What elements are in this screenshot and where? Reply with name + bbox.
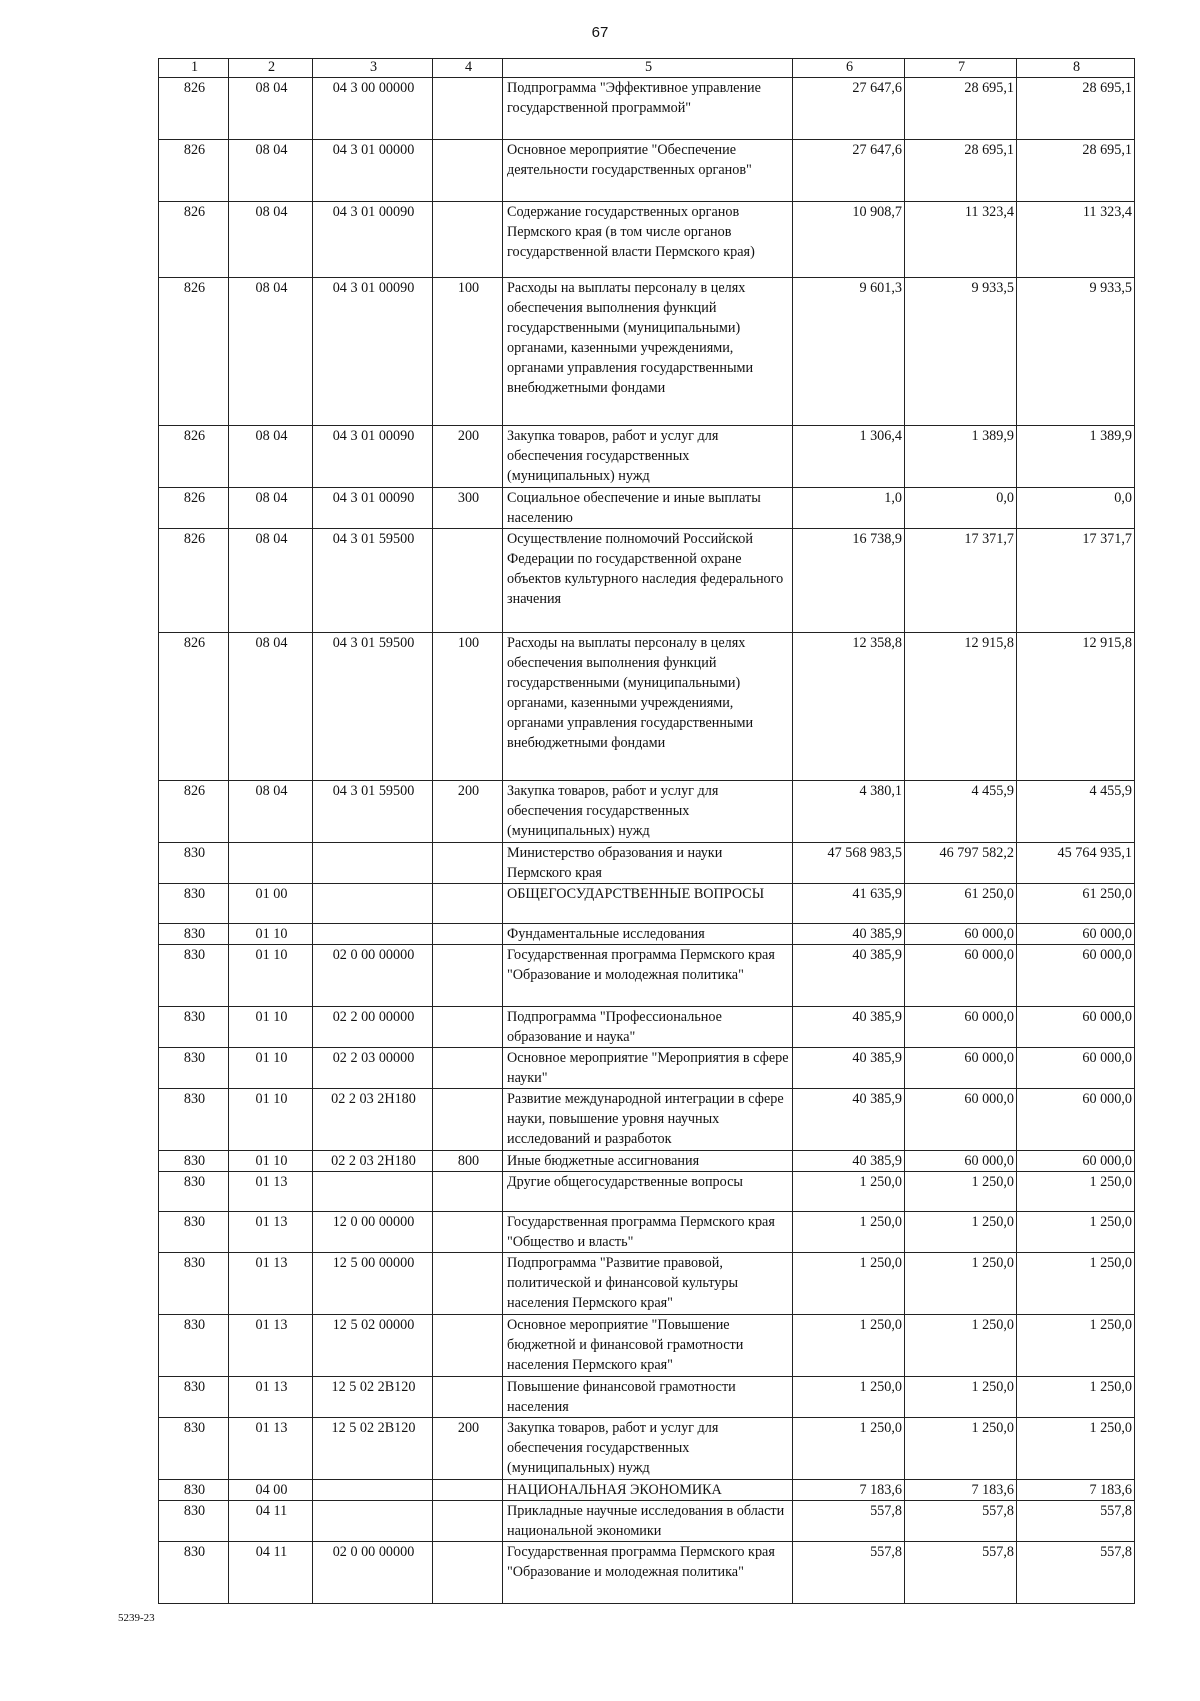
amount-year1-cell: 1 250,0	[793, 1172, 905, 1212]
amount-year3-cell: 60 000,0	[1017, 1151, 1135, 1172]
target-code-cell: 12 0 00 00000	[313, 1212, 433, 1253]
amount-year3-cell: 1 250,0	[1017, 1212, 1135, 1253]
target-code-cell: 12 5 02 00000	[313, 1315, 433, 1377]
target-code-cell: 04 3 01 00090	[313, 488, 433, 529]
table-row	[159, 1480, 1135, 1501]
amount-year2-cell: 11 323,4	[905, 202, 1017, 278]
owner-code-cell: 830	[159, 1253, 229, 1315]
section-code-cell: 01 10	[229, 1048, 313, 1089]
amount-year3-cell: 9 933,5	[1017, 278, 1135, 426]
item-name-cell: Иные бюджетные ассигнования	[503, 1151, 793, 1172]
target-code-cell: 02 2 03 2Н180	[313, 1151, 433, 1172]
item-name-cell: Закупка товаров, работ и услуг для обеспечения государственных (муниципальных) нужд	[503, 426, 793, 488]
target-code-cell: 04 3 00 00000	[313, 78, 433, 140]
page-number: 67	[591, 24, 609, 41]
item-name-cell: Повышение финансовой грамотности населения	[503, 1377, 793, 1418]
amount-year3-cell: 61 250,0	[1017, 884, 1135, 924]
table-row	[159, 1253, 1135, 1315]
amount-year3-cell: 60 000,0	[1017, 924, 1135, 945]
amount-year1-cell: 557,8	[793, 1501, 905, 1542]
expense-type-cell	[433, 1007, 503, 1048]
item-name-cell: Развитие международной интеграции в сфере науки, повышение уровня научных исследований и разработок	[503, 1089, 793, 1151]
amount-year2-cell: 28 695,1	[905, 140, 1017, 202]
amount-year3-cell: 557,8	[1017, 1501, 1135, 1542]
item-name-cell: Прикладные научные исследования в области национальной экономики	[503, 1501, 793, 1542]
target-code-cell: 12 5 02 2В120	[313, 1418, 433, 1480]
amount-year1-cell: 27 647,6	[793, 140, 905, 202]
item-name-cell: Подпрограмма "Развитие правовой, политической и финансовой культуры населения Пермского края"	[503, 1253, 793, 1315]
amount-year1-cell: 12 358,8	[793, 633, 905, 781]
amount-year2-cell: 1 250,0	[905, 1377, 1017, 1418]
section-code-cell: 08 04	[229, 278, 313, 426]
owner-code-cell: 830	[159, 884, 229, 924]
amount-year2-cell: 60 000,0	[905, 1151, 1017, 1172]
expense-type-cell	[433, 1089, 503, 1151]
amount-year1-cell: 4 380,1	[793, 781, 905, 843]
amount-year1-cell: 9 601,3	[793, 278, 905, 426]
owner-code-cell: 826	[159, 78, 229, 140]
amount-year2-cell: 17 371,7	[905, 529, 1017, 633]
table-row	[159, 426, 1135, 488]
amount-year2-cell: 12 915,8	[905, 633, 1017, 781]
section-code-cell: 01 13	[229, 1172, 313, 1212]
amount-year1-cell: 40 385,9	[793, 1151, 905, 1172]
table-row	[159, 924, 1135, 945]
owner-code-cell: 830	[159, 1315, 229, 1377]
target-code-cell: 02 2 00 00000	[313, 1007, 433, 1048]
expense-type-cell: 200	[433, 426, 503, 488]
amount-year2-cell: 1 250,0	[905, 1172, 1017, 1212]
amount-year3-cell: 60 000,0	[1017, 1048, 1135, 1089]
expense-type-cell	[433, 924, 503, 945]
section-code-cell: 01 10	[229, 1007, 313, 1048]
amount-year1-cell: 47 568 983,5	[793, 843, 905, 884]
target-code-cell: 02 2 03 00000	[313, 1048, 433, 1089]
owner-code-cell: 830	[159, 1501, 229, 1542]
expense-type-cell: 200	[433, 1418, 503, 1480]
amount-year2-cell: 1 389,9	[905, 426, 1017, 488]
amount-year2-cell: 9 933,5	[905, 278, 1017, 426]
section-code-cell: 01 00	[229, 884, 313, 924]
target-code-cell	[313, 884, 433, 924]
table-row	[159, 1151, 1135, 1172]
item-name-cell: Фундаментальные исследования	[503, 924, 793, 945]
document-code: 5239-23	[118, 1612, 155, 1624]
table-row	[159, 633, 1135, 781]
section-code-cell: 08 04	[229, 426, 313, 488]
expense-type-cell	[433, 1048, 503, 1089]
section-code-cell: 01 13	[229, 1418, 313, 1480]
expense-type-cell: 300	[433, 488, 503, 529]
item-name-cell: Государственная программа Пермского края "Образование и молодежная политика"	[503, 1542, 793, 1604]
expense-type-cell: 200	[433, 781, 503, 843]
amount-year1-cell: 1 306,4	[793, 426, 905, 488]
expense-type-cell	[433, 529, 503, 633]
column-header: 8	[1017, 59, 1135, 78]
amount-year2-cell: 28 695,1	[905, 78, 1017, 140]
expense-type-cell	[433, 1480, 503, 1501]
amount-year2-cell: 60 000,0	[905, 1048, 1017, 1089]
section-code-cell: 04 00	[229, 1480, 313, 1501]
table-row	[159, 202, 1135, 278]
item-name-cell: НАЦИОНАЛЬНАЯ ЭКОНОМИКА	[503, 1480, 793, 1501]
target-code-cell: 02 0 00 00000	[313, 945, 433, 1007]
amount-year1-cell: 41 635,9	[793, 884, 905, 924]
target-code-cell: 04 3 01 00090	[313, 202, 433, 278]
expense-type-cell	[433, 1253, 503, 1315]
amount-year3-cell: 1 250,0	[1017, 1377, 1135, 1418]
expense-type-cell	[433, 140, 503, 202]
amount-year3-cell: 60 000,0	[1017, 945, 1135, 1007]
owner-code-cell: 830	[159, 1377, 229, 1418]
owner-code-cell: 830	[159, 924, 229, 945]
section-code-cell: 08 04	[229, 488, 313, 529]
amount-year3-cell: 60 000,0	[1017, 1089, 1135, 1151]
table-row	[159, 843, 1135, 884]
amount-year2-cell: 0,0	[905, 488, 1017, 529]
amount-year3-cell: 1 389,9	[1017, 426, 1135, 488]
owner-code-cell: 826	[159, 633, 229, 781]
amount-year3-cell: 0,0	[1017, 488, 1135, 529]
amount-year3-cell: 45 764 935,1	[1017, 843, 1135, 884]
section-code-cell: 08 04	[229, 781, 313, 843]
expense-type-cell: 800	[433, 1151, 503, 1172]
section-code-cell: 08 04	[229, 78, 313, 140]
amount-year2-cell: 1 250,0	[905, 1315, 1017, 1377]
owner-code-cell: 830	[159, 1151, 229, 1172]
table-header	[159, 59, 1135, 78]
item-name-cell: Закупка товаров, работ и услуг для обеспечения государственных (муниципальных) нужд	[503, 1418, 793, 1480]
amount-year2-cell: 60 000,0	[905, 945, 1017, 1007]
table-row	[159, 1172, 1135, 1212]
item-name-cell: Содержание государственных органов Пермского края (в том числе органов государственной власти Пермского края)	[503, 202, 793, 278]
owner-code-cell: 830	[159, 843, 229, 884]
amount-year3-cell: 1 250,0	[1017, 1172, 1135, 1212]
section-code-cell: 04 11	[229, 1501, 313, 1542]
expense-type-cell	[433, 78, 503, 140]
amount-year2-cell: 60 000,0	[905, 924, 1017, 945]
table-row	[159, 945, 1135, 1007]
column-header: 7	[905, 59, 1017, 78]
section-code-cell: 01 13	[229, 1315, 313, 1377]
table-row	[159, 78, 1135, 140]
section-code-cell: 01 10	[229, 945, 313, 1007]
amount-year1-cell: 1 250,0	[793, 1253, 905, 1315]
amount-year2-cell: 1 250,0	[905, 1418, 1017, 1480]
owner-code-cell: 830	[159, 1048, 229, 1089]
item-name-cell: Министерство образования и науки Пермского края	[503, 843, 793, 884]
amount-year2-cell: 46 797 582,2	[905, 843, 1017, 884]
target-code-cell: 04 3 01 59500	[313, 529, 433, 633]
table-row	[159, 1048, 1135, 1089]
target-code-cell: 12 5 00 00000	[313, 1253, 433, 1315]
item-name-cell: Социальное обеспечение и иные выплаты населению	[503, 488, 793, 529]
section-code-cell: 04 11	[229, 1542, 313, 1604]
amount-year2-cell: 60 000,0	[905, 1007, 1017, 1048]
table-row	[159, 1089, 1135, 1151]
owner-code-cell: 830	[159, 945, 229, 1007]
target-code-cell	[313, 1172, 433, 1212]
target-code-cell: 02 0 00 00000	[313, 1542, 433, 1604]
amount-year3-cell: 7 183,6	[1017, 1480, 1135, 1501]
section-code-cell	[229, 843, 313, 884]
amount-year2-cell: 61 250,0	[905, 884, 1017, 924]
column-header: 6	[793, 59, 905, 78]
owner-code-cell: 830	[159, 1212, 229, 1253]
target-code-cell	[313, 1480, 433, 1501]
item-name-cell: Расходы на выплаты персоналу в целях обеспечения выполнения функций государственными (муниципальными) органами, казенными учреждениями, органами управления государственными внебюджетными фондами	[503, 278, 793, 426]
table-row	[159, 1212, 1135, 1253]
item-name-cell: Другие общегосударственные вопросы	[503, 1172, 793, 1212]
table-row	[159, 278, 1135, 426]
target-code-cell: 02 2 03 2Н180	[313, 1089, 433, 1151]
owner-code-cell: 826	[159, 529, 229, 633]
target-code-cell: 12 5 02 2В120	[313, 1377, 433, 1418]
section-code-cell: 01 13	[229, 1377, 313, 1418]
amount-year1-cell: 40 385,9	[793, 924, 905, 945]
amount-year1-cell: 1 250,0	[793, 1418, 905, 1480]
target-code-cell: 04 3 01 59500	[313, 633, 433, 781]
owner-code-cell: 830	[159, 1089, 229, 1151]
amount-year1-cell: 1 250,0	[793, 1377, 905, 1418]
target-code-cell	[313, 924, 433, 945]
section-code-cell: 08 04	[229, 529, 313, 633]
amount-year1-cell: 557,8	[793, 1542, 905, 1604]
table-body	[159, 78, 1135, 1604]
owner-code-cell: 830	[159, 1007, 229, 1048]
item-name-cell: Закупка товаров, работ и услуг для обеспечения государственных (муниципальных) нужд	[503, 781, 793, 843]
table-row	[159, 1377, 1135, 1418]
item-name-cell: Подпрограмма "Профессиональное образование и наука"	[503, 1007, 793, 1048]
amount-year3-cell: 60 000,0	[1017, 1007, 1135, 1048]
amount-year1-cell: 1 250,0	[793, 1315, 905, 1377]
table-row	[159, 1007, 1135, 1048]
section-code-cell: 01 13	[229, 1253, 313, 1315]
table-row	[159, 884, 1135, 924]
owner-code-cell: 826	[159, 278, 229, 426]
expense-type-cell: 100	[433, 633, 503, 781]
amount-year3-cell: 17 371,7	[1017, 529, 1135, 633]
table-row	[159, 529, 1135, 633]
expense-type-cell	[433, 1377, 503, 1418]
owner-code-cell: 826	[159, 426, 229, 488]
amount-year3-cell: 1 250,0	[1017, 1418, 1135, 1480]
owner-code-cell: 826	[159, 202, 229, 278]
section-code-cell: 01 10	[229, 924, 313, 945]
target-code-cell	[313, 1501, 433, 1542]
table-row	[159, 1542, 1135, 1604]
amount-year1-cell: 40 385,9	[793, 1089, 905, 1151]
section-code-cell: 01 13	[229, 1212, 313, 1253]
target-code-cell: 04 3 01 00000	[313, 140, 433, 202]
target-code-cell	[313, 843, 433, 884]
amount-year3-cell: 28 695,1	[1017, 140, 1135, 202]
expense-type-cell	[433, 1542, 503, 1604]
expense-type-cell	[433, 945, 503, 1007]
amount-year3-cell: 11 323,4	[1017, 202, 1135, 278]
amount-year3-cell: 1 250,0	[1017, 1315, 1135, 1377]
amount-year2-cell: 4 455,9	[905, 781, 1017, 843]
owner-code-cell: 830	[159, 1172, 229, 1212]
owner-code-cell: 826	[159, 140, 229, 202]
target-code-cell: 04 3 01 00090	[313, 426, 433, 488]
table-row	[159, 1315, 1135, 1377]
section-code-cell: 08 04	[229, 633, 313, 781]
amount-year1-cell: 10 908,7	[793, 202, 905, 278]
target-code-cell: 04 3 01 59500	[313, 781, 433, 843]
expense-type-cell	[433, 202, 503, 278]
item-name-cell: Основное мероприятие "Повышение бюджетной и финансовой грамотности населения Пермского края"	[503, 1315, 793, 1377]
item-name-cell: Государственная программа Пермского края "Общество и власть"	[503, 1212, 793, 1253]
item-name-cell: Основное мероприятие "Обеспечение деятельности государственных органов"	[503, 140, 793, 202]
amount-year2-cell: 60 000,0	[905, 1089, 1017, 1151]
column-header: 5	[503, 59, 793, 78]
amount-year3-cell: 557,8	[1017, 1542, 1135, 1604]
section-code-cell: 08 04	[229, 202, 313, 278]
expense-type-cell	[433, 843, 503, 884]
item-name-cell: Расходы на выплаты персоналу в целях обеспечения выполнения функций государственными (муниципальными) органами, казенными учреждениями, органами управления государственными внебюджетными фондами	[503, 633, 793, 781]
table-row	[159, 781, 1135, 843]
table-row	[159, 488, 1135, 529]
section-code-cell: 08 04	[229, 140, 313, 202]
owner-code-cell: 830	[159, 1480, 229, 1501]
column-header: 3	[313, 59, 433, 78]
amount-year1-cell: 27 647,6	[793, 78, 905, 140]
target-code-cell: 04 3 01 00090	[313, 278, 433, 426]
item-name-cell: Основное мероприятие "Мероприятия в сфере науки"	[503, 1048, 793, 1089]
amount-year2-cell: 1 250,0	[905, 1253, 1017, 1315]
amount-year1-cell: 16 738,9	[793, 529, 905, 633]
owner-code-cell: 830	[159, 1418, 229, 1480]
amount-year1-cell: 40 385,9	[793, 945, 905, 1007]
budget-table	[158, 58, 1135, 1604]
item-name-cell: Государственная программа Пермского края "Образование и молодежная политика"	[503, 945, 793, 1007]
header-row	[159, 59, 1135, 78]
item-name-cell: Осуществление полномочий Российской Федерации по государственной охране объектов культурного наследия федерального значения	[503, 529, 793, 633]
expense-type-cell	[433, 884, 503, 924]
owner-code-cell: 826	[159, 488, 229, 529]
amount-year3-cell: 28 695,1	[1017, 78, 1135, 140]
expense-type-cell	[433, 1501, 503, 1542]
column-header: 2	[229, 59, 313, 78]
amount-year1-cell: 40 385,9	[793, 1048, 905, 1089]
amount-year3-cell: 1 250,0	[1017, 1253, 1135, 1315]
amount-year2-cell: 557,8	[905, 1501, 1017, 1542]
owner-code-cell: 826	[159, 781, 229, 843]
table-row	[159, 1418, 1135, 1480]
owner-code-cell: 830	[159, 1542, 229, 1604]
amount-year1-cell: 1 250,0	[793, 1212, 905, 1253]
amount-year2-cell: 7 183,6	[905, 1480, 1017, 1501]
table-row	[159, 140, 1135, 202]
amount-year1-cell: 40 385,9	[793, 1007, 905, 1048]
amount-year2-cell: 557,8	[905, 1542, 1017, 1604]
column-header: 4	[433, 59, 503, 78]
item-name-cell: ОБЩЕГОСУДАРСТВЕННЫЕ ВОПРОСЫ	[503, 884, 793, 924]
item-name-cell: Подпрограмма "Эффективное управление государственной программой"	[503, 78, 793, 140]
table-row	[159, 1501, 1135, 1542]
amount-year1-cell: 1,0	[793, 488, 905, 529]
expense-type-cell	[433, 1172, 503, 1212]
amount-year3-cell: 12 915,8	[1017, 633, 1135, 781]
expense-type-cell: 100	[433, 278, 503, 426]
section-code-cell: 01 10	[229, 1089, 313, 1151]
expense-type-cell	[433, 1212, 503, 1253]
amount-year3-cell: 4 455,9	[1017, 781, 1135, 843]
amount-year2-cell: 1 250,0	[905, 1212, 1017, 1253]
amount-year1-cell: 7 183,6	[793, 1480, 905, 1501]
column-header: 1	[159, 59, 229, 78]
expense-type-cell	[433, 1315, 503, 1377]
section-code-cell: 01 10	[229, 1151, 313, 1172]
